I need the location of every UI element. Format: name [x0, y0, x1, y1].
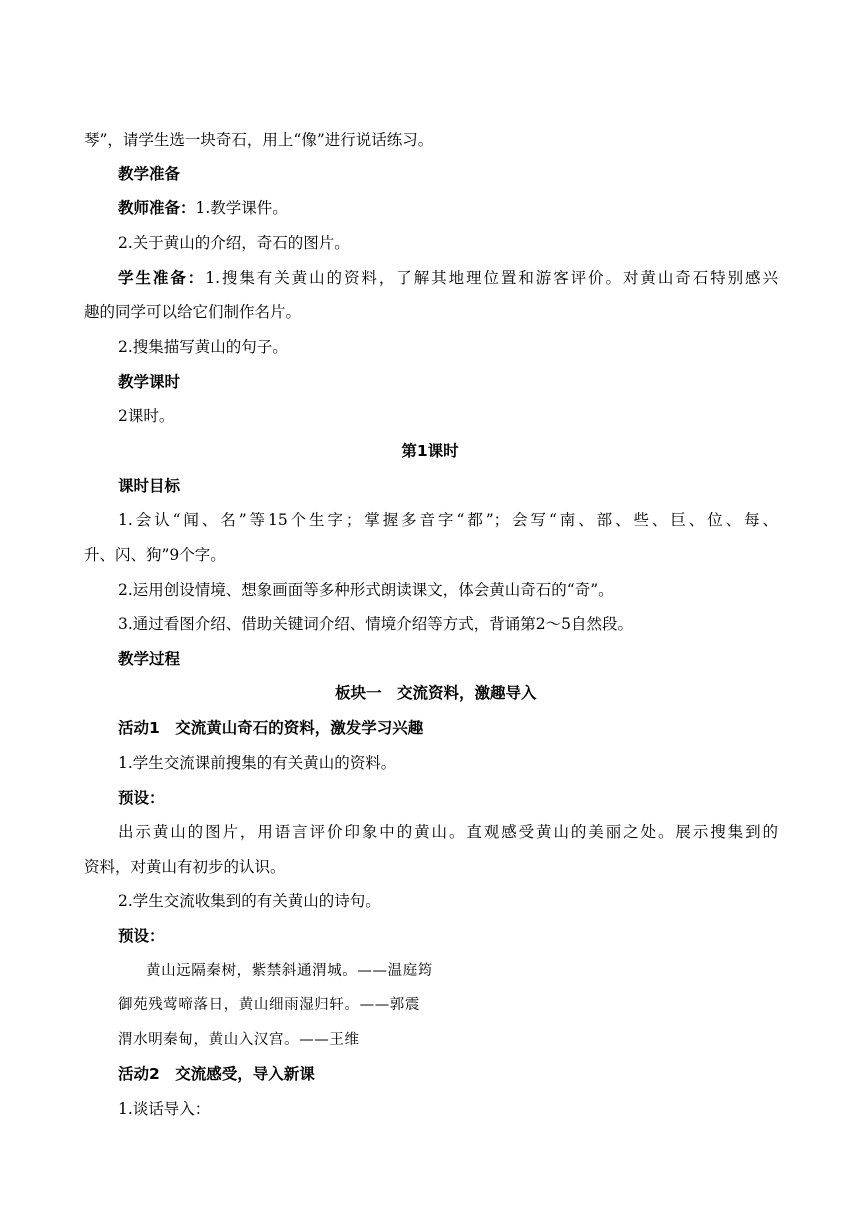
- student-preparation-line: [118, 268, 778, 288]
- poem-line-2: 御苑残莺啼落日，黄山细雨湿归轩。——郭震: [118, 997, 420, 1013]
- lesson-title: 第1课时: [401, 442, 459, 460]
- teacher-preparation-item-2: 2.关于黄山的介绍，奇石的图片。: [118, 234, 350, 252]
- poem-line-3: 渭水明秦甸，黄山入汉宫。——王维: [118, 1032, 360, 1048]
- heading-lesson-goals: 课时目标: [118, 477, 181, 495]
- goal-3: 3.通过看图介绍、借助关键词介绍、情境介绍等方式，背诵第2～5自然段。: [118, 615, 634, 633]
- paragraph-continuation: 琴”，请学生选一块奇石，用上“像”进行说话练习。: [84, 131, 434, 149]
- preset-1-text: 出示黄山的图片，用语言评价印象中的黄山。直观感受黄山的美丽之处。展示搜集到的: [118, 823, 778, 841]
- student-preparation-item-1-cont: 趣的同学可以给它们制作名片。: [84, 303, 302, 321]
- activity-2-title: 活动2 交流感受，导入新课: [118, 1065, 315, 1083]
- activity-2-step-1: 1.谈话导入：: [118, 1100, 211, 1118]
- activity-1-title: 活动1 交流黄山奇石的资料，激发学习兴趣: [118, 719, 424, 737]
- preset-label-1: 预设：: [118, 789, 165, 807]
- poem-line-1: 黄山远隔秦树，紫禁斜通渭城。——温庭筠: [146, 963, 433, 979]
- teaching-hours-value: 2课时。: [118, 407, 175, 425]
- teacher-preparation-item-1: 1.教学课件。: [195, 199, 288, 217]
- activity-1-step-1: 1.学生交流课前搜集的有关黄山的资料。: [118, 754, 397, 772]
- heading-teaching-process: 教学过程: [118, 650, 181, 668]
- heading-teaching-hours: 教学课时: [118, 373, 181, 391]
- goal-1: 1.会认“闻、名”等15个生字；掌握多音字“都”；会写“南、部、些、巨、位、每、: [118, 511, 778, 529]
- preset-label-2: 预设：: [118, 927, 165, 945]
- activity-1-step-2: 2.学生交流收集到的有关黄山的诗句。: [118, 892, 381, 910]
- student-preparation-label: 学生准备：: [118, 269, 206, 287]
- teacher-preparation-label: 教师准备：: [118, 199, 196, 217]
- goal-1-cont: 升、闪、狗”9个字。: [84, 546, 226, 564]
- student-preparation-item-2: 2.搜集描写黄山的句子。: [118, 338, 288, 356]
- preset-1-text-cont: 资料，对黄山有初步的认识。: [84, 858, 286, 876]
- heading-teaching-preparation: 教学准备: [118, 165, 181, 183]
- teacher-preparation-line: [118, 198, 288, 218]
- block-1-title: 板块一 交流资料，激趣导入: [335, 684, 537, 702]
- student-preparation-item-1: 1.搜集有关黄山的资料，了解其地理位置和游客评价。对黄山奇石特别感兴: [205, 269, 778, 287]
- goal-2: 2.运用创设情境、想象画面等多种形式朗读课文，体会黄山奇石的“奇”。: [118, 581, 614, 599]
